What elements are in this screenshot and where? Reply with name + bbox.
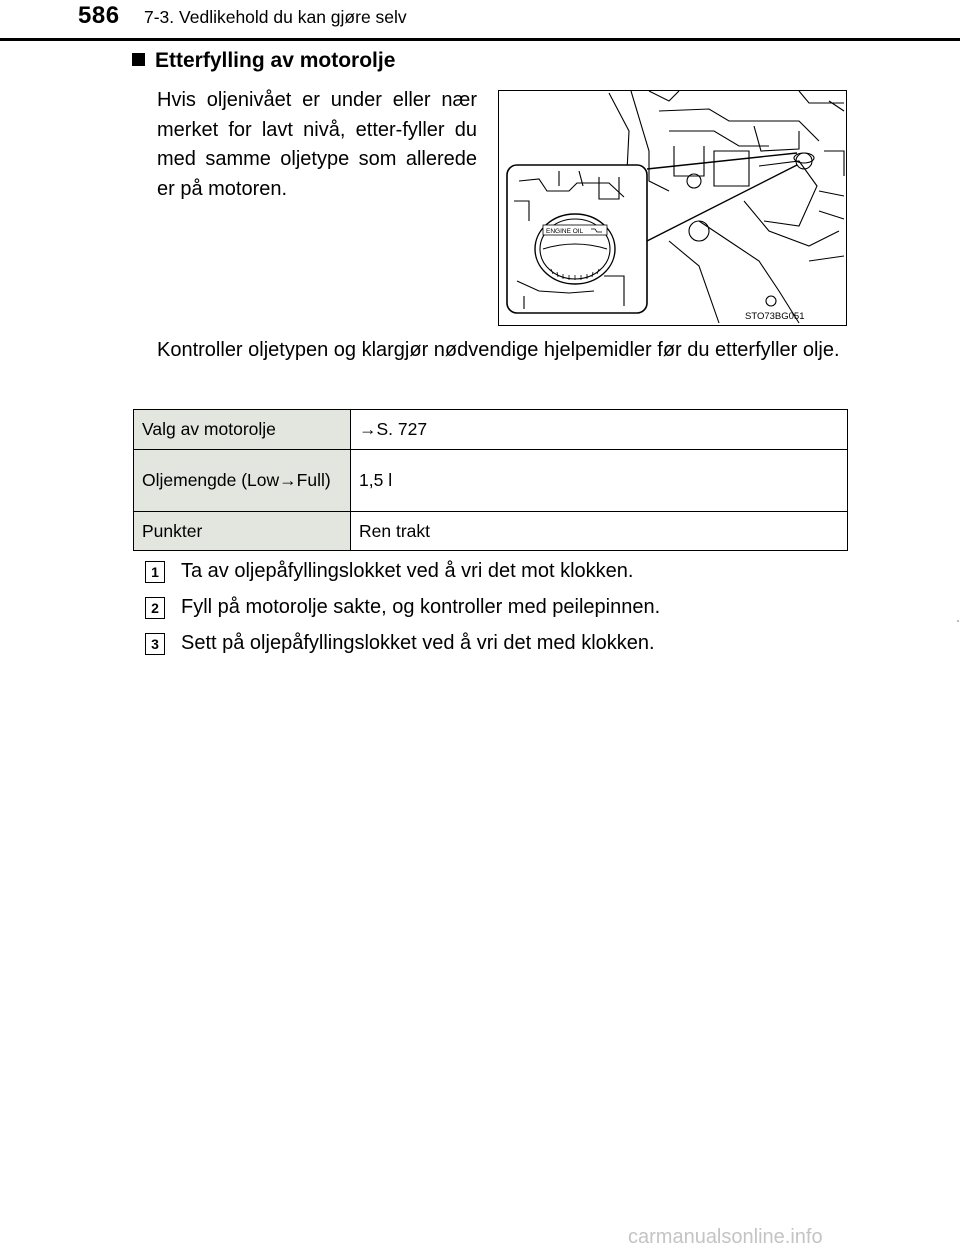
page-number: 586 — [78, 2, 120, 29]
table-value: 1,5 l — [351, 450, 848, 512]
step-number-badge: 3 — [145, 633, 165, 655]
oil-spec-table — [133, 409, 848, 551]
step-text: Fyll på motorolje sakte, og kontroller med peilepinnen. — [181, 596, 661, 618]
table-row — [134, 512, 848, 551]
section-title — [132, 49, 395, 73]
running-header: 7-3. Vedlikehold du kan gjøre selv — [144, 7, 407, 27]
step-text: Sett på oljepåfyllingslokket ved å vri det med klokken. — [181, 632, 655, 654]
watermark[interactable]: carmanualsonline.info — [628, 1226, 823, 1248]
table-key: Valg av motorolje — [134, 410, 351, 450]
step-number-badge: 1 — [145, 561, 165, 583]
preparation-note: Kontroller oljetypen og klargjør nødvendige hjelpemidler før du etterfyller olje. — [157, 339, 840, 361]
intro-paragraph: Hvis oljenivået er under eller nær merket for lavt nivå, etter-fyller du med samme oljetype som allerede er på motoren. — [157, 89, 477, 200]
table-key: Oljemengde (Low→Full) — [134, 450, 351, 512]
table-row — [134, 410, 848, 450]
engine-oil-cap-illustration — [498, 90, 847, 326]
table-row — [134, 450, 848, 512]
table-value: →S. 727 — [351, 410, 848, 450]
step-number-badge: 2 — [145, 597, 165, 619]
section-title-text: Etterfylling av motorolje — [155, 49, 396, 72]
engine-bay-drawing — [499, 91, 845, 324]
square-bullet-icon — [132, 53, 145, 66]
margin-mark — [957, 620, 959, 622]
table-key: Punkter — [134, 512, 351, 551]
header-rule — [0, 38, 960, 41]
table-value: Ren trakt — [351, 512, 848, 551]
step-text: Ta av oljepåfyllingslokket ved å vri det mot klokken. — [181, 560, 634, 582]
figure-code: STO73BG051 — [745, 311, 805, 322]
cap-label: ENGINE OIL — [546, 228, 584, 235]
